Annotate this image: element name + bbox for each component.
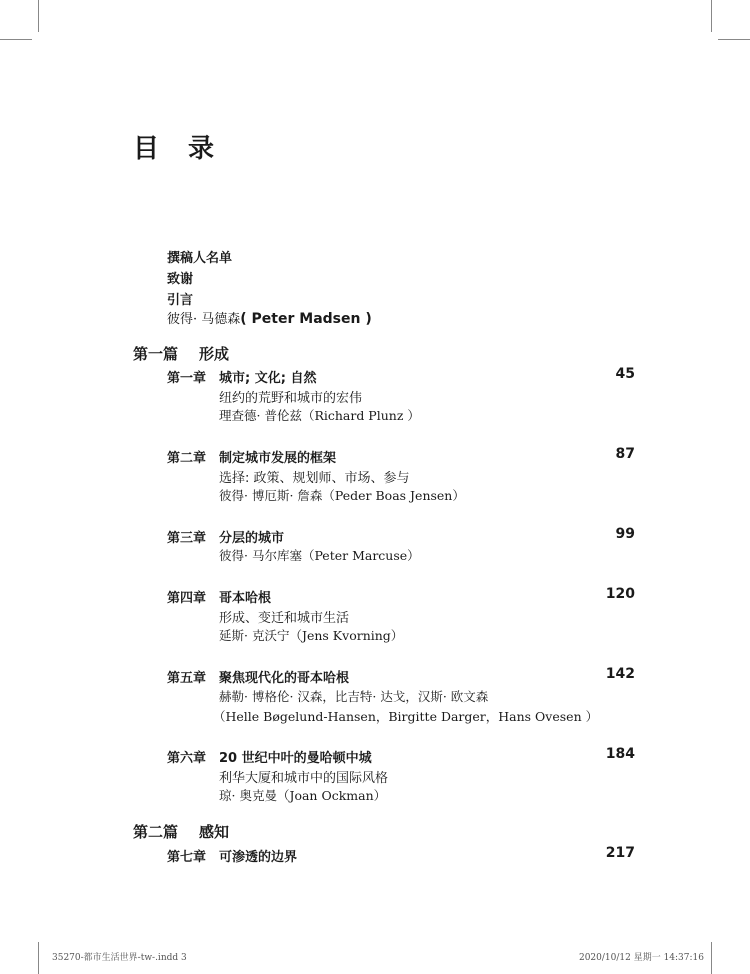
part-label: 第一篇	[133, 345, 179, 363]
footer-timestamp: 2020/10/12 星期一 14:37:16	[578, 953, 704, 963]
part-title: 感知	[199, 823, 230, 841]
chapter-label: 第六章	[167, 751, 207, 766]
chapter-title: 分层的城市	[219, 531, 285, 546]
chapter-author: 赫勒· 博格伦· 汉森，比吉特· 达戈，汉斯· 欧文森	[219, 689, 489, 704]
chapter-label: 第一章	[167, 371, 207, 386]
footer-file-slug: 35270-都市生活世界-tw-.indd 3	[52, 953, 187, 963]
chapter-label: 第三章	[167, 531, 207, 546]
chapter-page: 217	[605, 845, 635, 861]
toc-introduction: 引言	[167, 293, 194, 308]
chapter-author: 彼得· 马尔库塞（Peter Marcuse）	[219, 548, 420, 563]
part-label: 第二篇	[133, 823, 179, 841]
chapter-label: 第二章	[167, 451, 207, 466]
chapter-author: 彼得· 博厄斯· 詹森（Peder Boas Jensen）	[219, 488, 465, 503]
chapter-title: 20 世纪中叶的曼哈顿中城	[219, 751, 372, 766]
chapter-subtitle: 纽约的荒野和城市的宏伟	[219, 391, 363, 406]
chapter-subtitle: 利华大厦和城市中的国际风格	[219, 771, 389, 786]
chapter-title: 哥本哈根	[219, 591, 272, 606]
crop-mark	[38, 0, 39, 32]
chapter-label: 第七章	[167, 850, 207, 865]
chapter-title: 城市; 文化; 自然	[219, 371, 317, 386]
chapter-label: 第四章	[167, 591, 207, 606]
chapter-page: 87	[615, 446, 635, 462]
chapter-title: 聚焦现代化的哥本哈根	[219, 671, 350, 686]
chapter-author: 延斯· 克沃宁（Jens Kvorning）	[219, 628, 404, 643]
crop-mark	[711, 0, 712, 32]
chapter-author-en: （Helle Bøgelund-Hansen，Birgitte Darger，Hans Ovesen ）	[213, 709, 599, 724]
chapter-subtitle: 选择: 政策、规划师、市场、参与	[219, 471, 410, 486]
chapter-label: 第五章	[167, 671, 207, 686]
crop-mark	[718, 39, 750, 40]
chapter-subtitle: 形成、变迁和城市生活	[219, 611, 350, 626]
intro-author-en: ( Peter Madsen )	[240, 311, 372, 327]
chapter-page: 45	[615, 366, 635, 382]
intro-author-cn: 彼得· 马德森	[167, 312, 241, 327]
part-heading	[133, 821, 229, 842]
chapter-page: 184	[605, 746, 635, 762]
crop-mark	[0, 39, 32, 40]
chapter-title: 制定城市发展的框架	[219, 451, 337, 466]
toc-acknowledgements: 致谢	[167, 272, 194, 287]
chapter-title: 可渗透的边界	[219, 850, 298, 865]
crop-mark	[38, 942, 39, 974]
chapter-author: 理查德· 普伦兹（Richard Plunz ）	[219, 408, 420, 423]
chapter-author: 琼· 奥克曼（Joan Ockman）	[219, 788, 387, 803]
page-title: 目 录	[133, 134, 225, 164]
part-heading	[133, 343, 229, 364]
part-title: 形成	[199, 345, 230, 363]
chapter-page: 99	[615, 526, 635, 542]
crop-mark	[711, 942, 712, 974]
toc-contributors: 撰稿人名单	[167, 251, 233, 266]
toc-intro-author	[167, 308, 372, 327]
chapter-page: 120	[605, 586, 635, 602]
chapter-page: 142	[605, 666, 635, 682]
